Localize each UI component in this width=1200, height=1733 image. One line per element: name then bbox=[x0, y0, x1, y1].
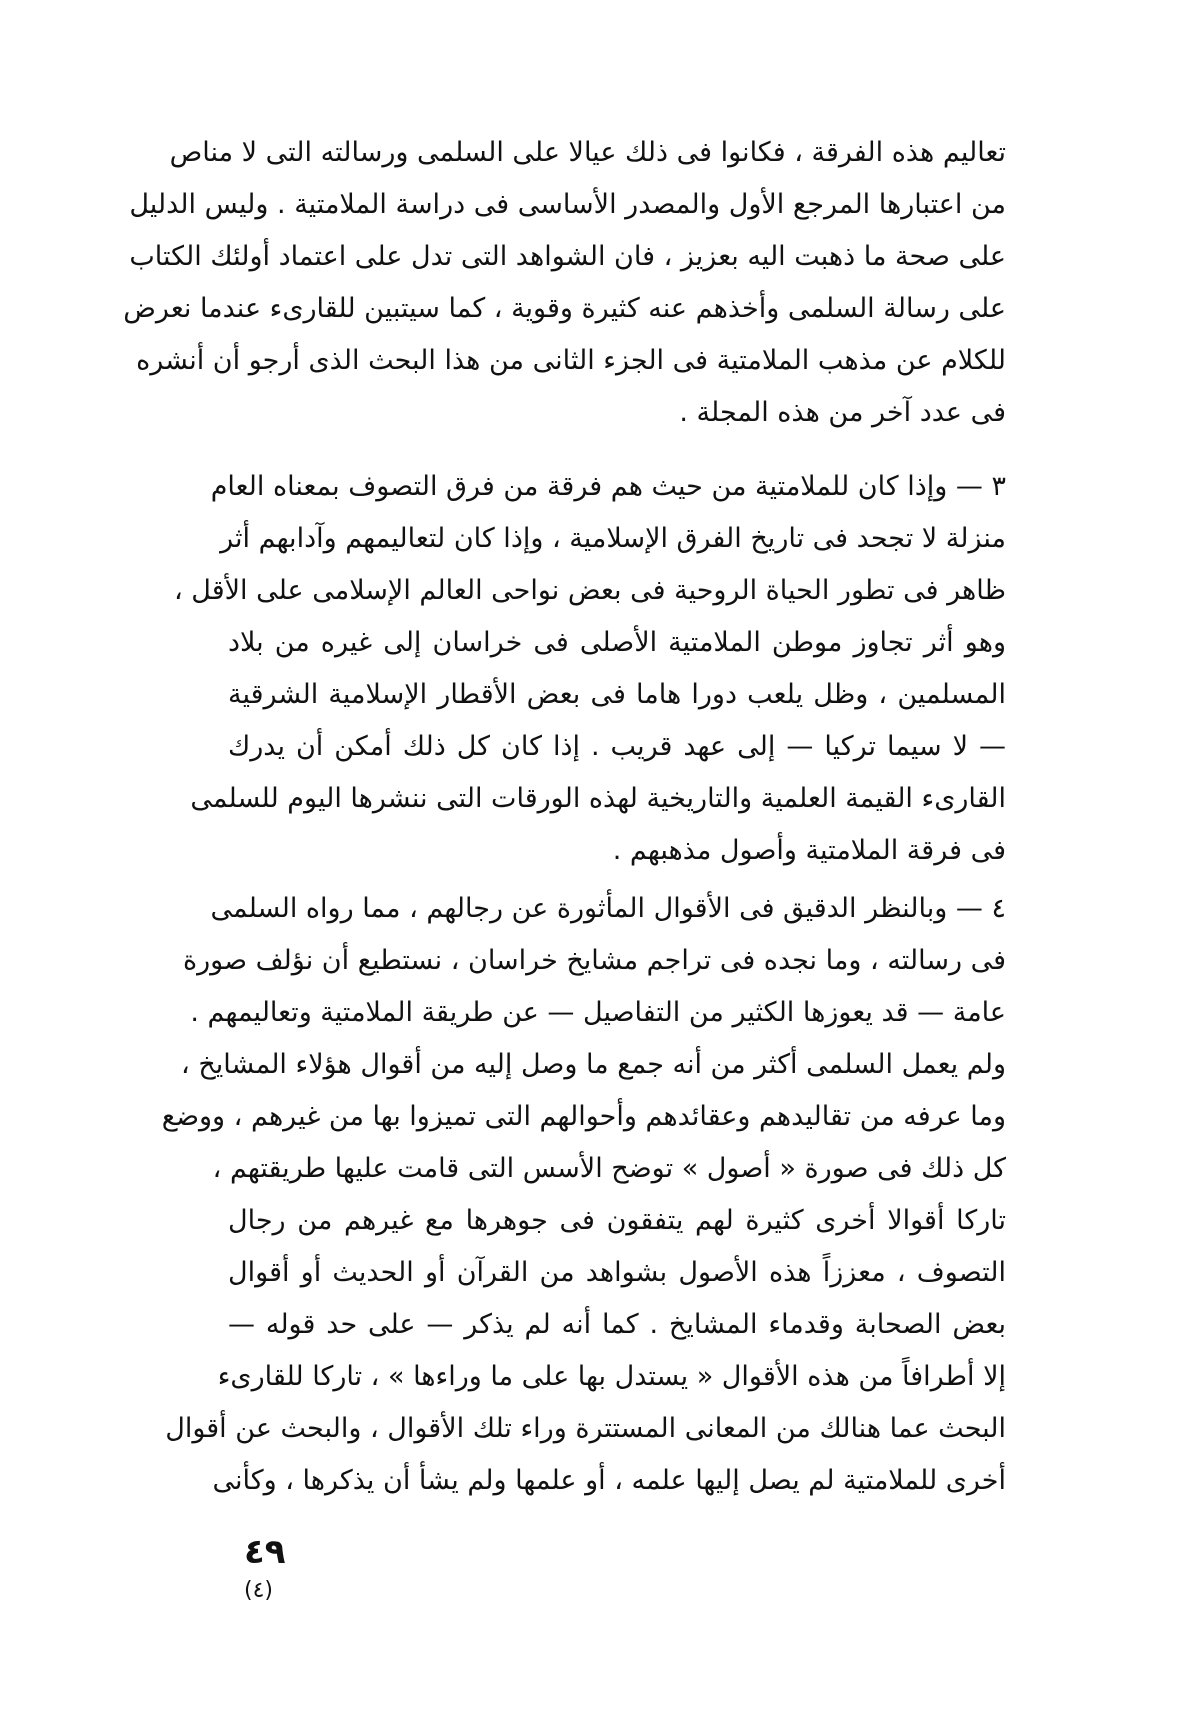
text-line: ٤ — وبالنظر الدقيق فى الأقوال المأثورة عن رجالهم ، مما رواه السلمى bbox=[210, 893, 1006, 924]
paragraph-1 bbox=[123, 127, 1006, 439]
text-line: فى رسالته ، وما نجده فى تراجم مشايخ خراسان ، نستطيع أن نؤلف صورة bbox=[182, 945, 1006, 976]
page-number: ٤٩ bbox=[244, 1532, 286, 1572]
text-line: على رسالة السلمى وأخذهم عنه كثيرة وقوية ، كما سيتبين للقارىء عندما نعرض bbox=[123, 293, 1006, 324]
text-line: — لا سيما تركيا — إلى عهد قريب . إذا كان كل ذلك أمكن أن يدرك bbox=[228, 731, 1006, 762]
text-line: فى فرقة الملامتية وأصول مذهبهم . bbox=[612, 835, 1006, 866]
text-line: المسلمين ، وظل يلعب دورا هاما فى بعض الأقطار الإسلامية الشرقية bbox=[228, 679, 1006, 710]
paragraph-2 bbox=[173, 461, 1006, 877]
text-line: للكلام عن مذهب الملامتية فى الجزء الثانى من هذا البحث الذى أرجو أن أنشره bbox=[136, 345, 1006, 376]
text-line: عامة — قد يعوزها الكثير من التفاصيل — عن طريقة الملامتية وتعاليمهم . bbox=[190, 997, 1006, 1028]
text-line: من اعتبارها المرجع الأول والمصدر الأساسى فى دراسة الملامتية . وليس الدليل bbox=[129, 189, 1006, 220]
text-line: تعاليم هذه الفرقة ، فكانوا فى ذلك عيالا على السلمى ورسالته التى لا مناص bbox=[169, 137, 1006, 168]
text-line: بعض الصحابة وقدماء المشايخ . كما أنه لم يذكر — على حد قوله — bbox=[228, 1309, 1006, 1340]
text-line: وما عرفه من تقاليدهم وعقائدهم وأحوالهم التى تميزوا بها من غيرهم ، ووضع bbox=[161, 1101, 1006, 1132]
text-line: البحث عما هنالك من المعانى المستترة وراء تلك الأقوال ، والبحث عن أقوال bbox=[165, 1413, 1006, 1444]
text-line: تاركا أقوالا أخرى كثيرة لهم يتفقون فى جوهرها مع غيرهم من رجال bbox=[228, 1205, 1006, 1236]
text-line: ظاهر فى تطور الحياة الروحية فى بعض نواحى العالم الإسلامى على الأقل ، bbox=[173, 575, 1006, 606]
text-line: ٣ — وإذا كان للملامتية من حيث هم فرقة من فرق التصوف بمعناه العام bbox=[210, 471, 1006, 502]
text-line: فى عدد آخر من هذه المجلة . bbox=[679, 397, 1006, 428]
text-line: التصوف ، معززاً هذه الأصول بشواهد من القرآن أو الحديث أو أقوال bbox=[228, 1257, 1006, 1288]
text-line: إلا أطرافاً من هذه الأقوال « يستدل بها على ما وراءها » ، تاركا للقارىء bbox=[217, 1361, 1006, 1392]
text-line: كل ذلك فى صورة « أصول » توضح الأسس التى قامت عليها طريقتهم ، bbox=[212, 1153, 1006, 1184]
paragraph-3 bbox=[161, 883, 1006, 1507]
text-line: على صحة ما ذهبت اليه بعزيز ، فان الشواهد التى تدل على اعتماد أولئك الكتاب bbox=[129, 241, 1006, 272]
signature-mark: (٤) bbox=[244, 1578, 274, 1603]
text-line: منزلة لا تجحد فى تاريخ الفرق الإسلامية ، وإذا كان لتعاليمهم وآدابهم أثر bbox=[220, 523, 1006, 554]
text-line: القارىء القيمة العلمية والتاريخية لهذه الورقات التى ننشرها اليوم للسلمى bbox=[190, 783, 1006, 814]
text-line: أخرى للملامتية لم يصل إليها علمه ، أو علمها ولم يشأ أن يذكرها ، وكأنى bbox=[212, 1465, 1006, 1496]
text-line: ولم يعمل السلمى أكثر من أنه جمع ما وصل إليه من أقوال هؤلاء المشايخ ، bbox=[181, 1049, 1006, 1080]
text-line: وهو أثر تجاوز موطن الملامتية الأصلى فى خراسان إلى غيره من بلاد bbox=[228, 627, 1006, 658]
